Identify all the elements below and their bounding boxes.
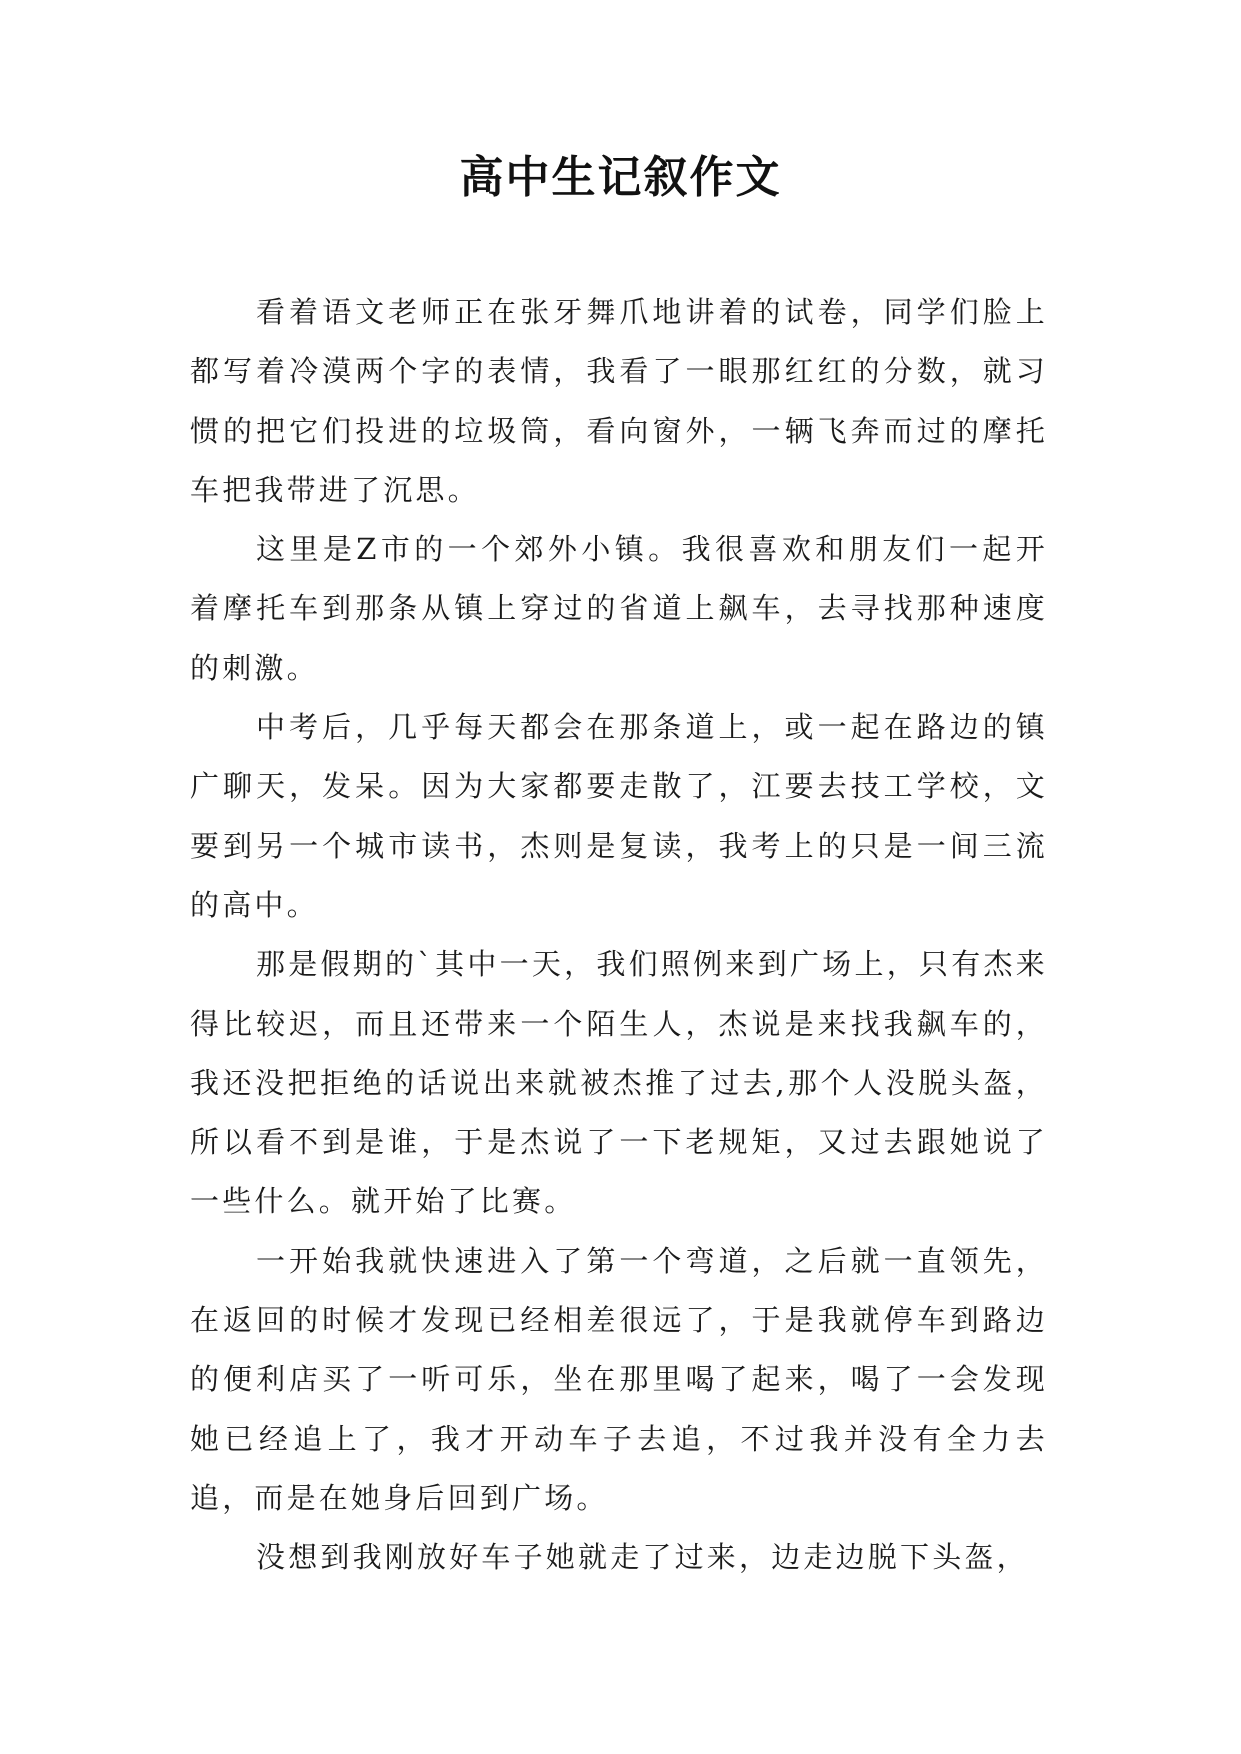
paragraph-1: 看着语文老师正在张牙舞爪地讲着的试卷，同学们脸上都写着冷漠两个字的表情，我看了一眼那红红的分数，就习惯的把它们投进的垃圾筒，看向窗外，一辆飞奔而过的摩托车把我带进了沉思。 [190,295,1048,507]
paragraph-4: 那是假期的`其中一天，我们照例来到广场上，只有杰来得比较迟，而且还带来一个陌生人，杰说是来找我飙车的，我还没把拒绝的话说出来就被杰推了过去,那个人没脱头盔，所以看不到是谁，于是杰说了一下老规矩，又过去跟她说了一些什么。就开始了比赛。 [190,947,1048,1219]
paragraph-2: 这里是Z市的一个郊外小镇。我很喜欢和朋友们一起开着摩托车到那条从镇上穿过的省道上飙车，去寻找那种速度的刺激。 [190,532,1048,685]
paragraph-5: 一开始我就快速进入了第一个弯道，之后就一直领先，在返回的时候才发现已经相差很远了，于是我就停车到路边的便利店买了一听可乐，坐在那里喝了起来，喝了一会发现她已经追上了，我才开动车子去追，不过我并没有全力去追，而是在她身后回到广场。 [190,1243,1048,1515]
document-body [190,283,1048,1588]
paragraph-6: 没想到我刚放好车子她就走了过来，边走边脱下头盔， [256,1540,1029,1575]
paragraph-3: 中考后，几乎每天都会在那条道上，或一起在路边的镇广聊天，发呆。因为大家都要走散了，江要去技工学校，文要到另一个城市读书，杰则是复读，我考上的只是一间三流的高中。 [190,710,1048,922]
document-title: 高中生记叙作文 [459,152,782,203]
